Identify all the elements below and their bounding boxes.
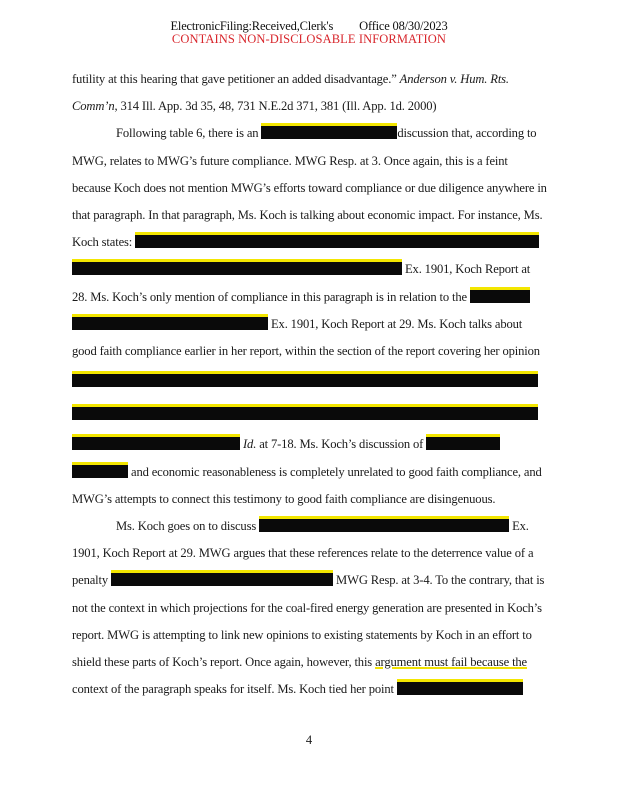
text-line: Comm’n, 314 Ill. App. 3d 35, 48, 731 N.E.2d 371, 381 (Ill. App. 1d. 2000): [72, 99, 437, 114]
redaction-bar: [72, 434, 240, 450]
text-line: MWG, relates to MWG’s future compliance. MWG Resp. at 3. Once again, this is a feint: [72, 153, 508, 168]
redaction-bar: [72, 462, 128, 478]
text-line: penalty MWG Resp. at 3-4. To the contrary, that is: [72, 567, 542, 594]
highlighted-text: argument must fail because the: [375, 654, 528, 669]
confidential-notice: CONTAINS NON-DISCLOSABLE INFORMATION: [171, 32, 447, 46]
text-line: because Koch does not mention MWG’s efforts toward compliance or due diligence anywhere in: [72, 180, 547, 195]
text-line: futility at this hearing that gave petitioner an added disadvantage.” Anderson v. Hum. Rts.: [72, 72, 509, 86]
text-line: that paragraph. In that paragraph, Ms. Koch is talking about economic impact. For instance, Ms.: [72, 207, 543, 222]
page-number: 4: [305, 733, 313, 747]
redaction-bar: [426, 434, 500, 450]
text-line: not the context in which projections for the coal-fired energy generation are presented in Koch’s: [72, 600, 542, 615]
redaction-bar: [261, 123, 397, 139]
text-line: Ex. 1901, Koch Report at: [72, 256, 542, 283]
redaction-bar: [111, 570, 333, 586]
redacted-line: [72, 404, 542, 431]
redaction-bar: [397, 679, 523, 695]
case-citation: Comm’n: [72, 99, 115, 114]
redaction-bar: [135, 232, 539, 248]
text-line: good faith compliance earlier in her report, within the section of the report covering her opinion: [72, 343, 540, 358]
redaction-bar: [72, 314, 268, 330]
filing-stamp: [0, 20, 618, 46]
stamp-date: Office 08/30/2023: [359, 19, 448, 33]
text-line: 28. Ms. Koch’s only mention of compliance in this paragraph is in relation to the: [72, 284, 542, 311]
text-line: Ex. 1901, Koch Report at 29. Ms. Koch talks about: [72, 311, 542, 338]
text-line: Koch states:: [72, 229, 542, 256]
document-body: [72, 66, 547, 703]
case-citation: Id.: [243, 437, 257, 452]
text-line: 1901, Koch Report at 29. MWG argues that these references relate to the deterrence value of a: [72, 546, 534, 561]
text-line: MWG’s attempts to connect this testimony to good faith compliance are disingenuous.: [72, 491, 496, 506]
redaction-bar: [72, 259, 402, 275]
text-line: and economic reasonableness is completely unrelated to good faith compliance, and: [72, 459, 542, 486]
text-line: context of the paragraph speaks for itself. Ms. Koch tied her point: [72, 676, 542, 703]
redacted-line: [72, 371, 542, 398]
redaction-bar: [259, 516, 509, 532]
paragraph-start: Following table 6, there is an discussion that, according to: [72, 120, 542, 147]
redaction-bar: [72, 371, 538, 387]
redaction-bar: [470, 287, 530, 303]
text-line: shield these parts of Koch’s report. Once again, however, this argument must fail because the: [72, 654, 528, 669]
stamp-received: ElectronicFiling:Received,Clerk's: [170, 19, 334, 33]
case-citation: Anderson v. Hum. Rts.: [399, 72, 509, 86]
text-line: report. MWG is attempting to link new opinions to existing statements by Koch in an effort to: [72, 627, 532, 642]
text-line: Id. at 7-18. Ms. Koch’s discussion of: [72, 431, 542, 458]
paragraph-start: Ms. Koch goes on to discuss Ex.: [72, 513, 542, 540]
redaction-bar: [72, 404, 538, 420]
